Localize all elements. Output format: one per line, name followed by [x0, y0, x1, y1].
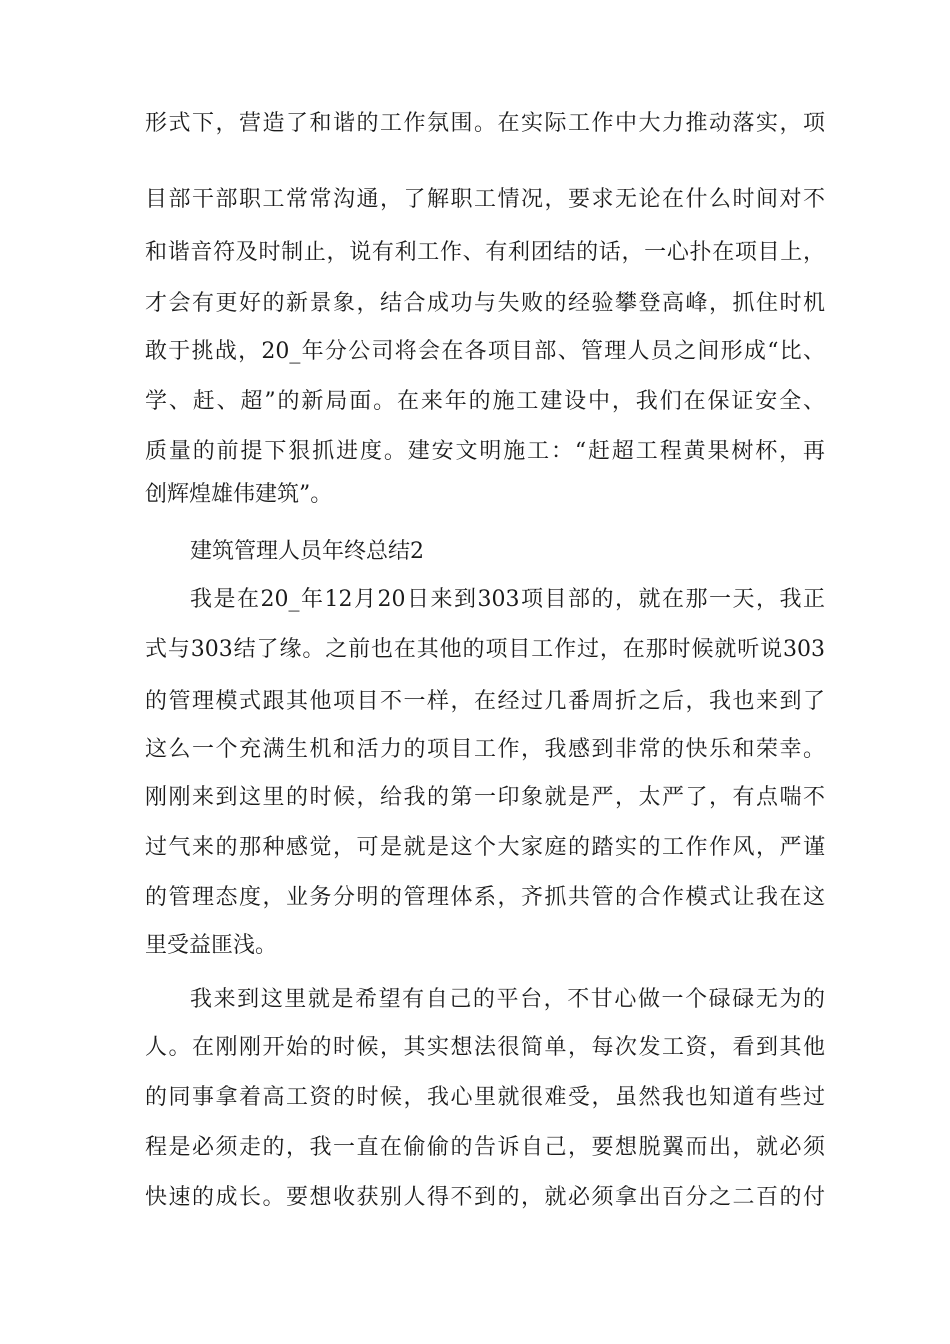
text-line: 人。在刚刚开始的时候，其实想法很简单，每次发工资，看到其他	[145, 1035, 825, 1060]
text-line: 我是在20_年12月20日来到303项目部的，就在那一天，我正	[190, 587, 825, 612]
text-line: 过气来的那种感觉，可是就是这个大家庭的踏实的工作作风，严谨	[145, 835, 825, 860]
text-line: 的同事拿着高工资的时候，我心里就很难受，虽然我也知道有些过	[145, 1085, 825, 1110]
text-line: 形式下，营造了和谐的工作氛围。在实际工作中大力推动落实，项	[145, 111, 825, 136]
text-line: 里受益匪浅。	[145, 933, 278, 958]
text-line: 学、赶、超”的新局面。在来年的施工建设中，我们在保证安全、	[145, 389, 825, 414]
text-line: 创辉煌雄伟建筑”。	[145, 482, 333, 507]
text-line: 快速的成长。要想收获别人得不到的，就必须拿出百分之二百的付	[145, 1185, 825, 1210]
text-line: 这么一个充满生机和活力的项目工作，我感到非常的快乐和荣幸。	[145, 737, 825, 762]
text-line: 敢于挑战，20_年分公司将会在各项目部、管理人员之间形成“比、	[145, 339, 825, 364]
text-line: 和谐音符及时制止，说有利工作、有利团结的话，一心扑在项目上，	[145, 240, 825, 265]
text-line: 我来到这里就是希望有自己的平台，不甘心做一个碌碌无为的	[190, 987, 825, 1012]
section-heading: 建筑管理人员年终总结2	[190, 539, 424, 564]
text-line: 目部干部职工常常沟通，了解职工情况，要求无论在什么时间对不	[145, 187, 825, 212]
text-line: 的管理模式跟其他项目不一样，在经过几番周折之后，我也来到了	[145, 689, 825, 714]
text-line: 的管理态度，业务分明的管理体系，齐抓共管的合作模式让我在这	[145, 885, 825, 910]
text-line: 式与303结了缘。之前也在其他的项目工作过，在那时候就听说303	[145, 637, 825, 662]
text-line: 质量的前提下狠抓进度。建安文明施工：“赶超工程黄果树杯，再	[145, 439, 825, 464]
text-line: 刚刚来到这里的时候，给我的第一印象就是严，太严了，有点喘不	[145, 785, 825, 810]
text-line: 程是必须走的，我一直在偷偷的告诉自己，要想脱翼而出，就必须	[145, 1135, 825, 1160]
text-line: 才会有更好的新景象，结合成功与失败的经验攀登高峰，抓住时机	[145, 291, 825, 316]
